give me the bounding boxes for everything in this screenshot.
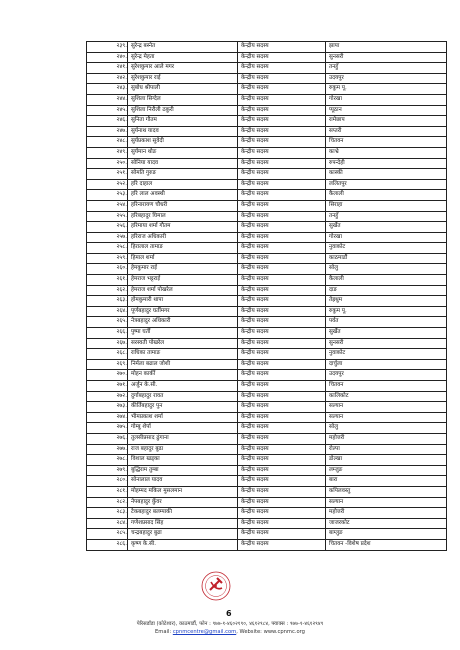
serial-number: २४९. [87, 147, 128, 158]
member-district: नुवाकोट [326, 243, 447, 254]
member-name: हरि लाल अवस्थी [128, 190, 238, 201]
member-name: गणेशप्रसाद सिंह [128, 518, 238, 529]
member-district: चितवन -विशेष प्रदेश [326, 539, 447, 550]
serial-number: २५३. [87, 190, 128, 201]
member-name: निर्मला बढाल जोशी [128, 359, 238, 370]
email-label: Email: [155, 629, 172, 635]
table-row [87, 179, 447, 190]
member-district: कास्की [326, 169, 447, 180]
member-position: केन्द्रीय सदस्य [238, 253, 326, 264]
member-name: गोम्बु शेर्पा [128, 423, 238, 434]
member-position: केन्द्रीय सदस्य [238, 486, 326, 497]
serial-number: २७२. [87, 391, 128, 402]
serial-number: २७६. [87, 433, 128, 444]
member-district: रामेछाप [326, 116, 447, 127]
table-row [87, 222, 447, 233]
member-district: सुनसरी [326, 338, 447, 349]
member-position: केन्द्रीय सदस्य [238, 412, 326, 423]
table-row [87, 190, 447, 201]
table-row [87, 486, 447, 497]
member-district: डोल्खा [326, 455, 447, 466]
member-position: केन्द्रीय सदस्य [238, 52, 326, 63]
table-row [87, 518, 447, 529]
member-name: पुष्पा घर्ती [128, 328, 238, 339]
member-name: नेपबहादुर कुँवर [128, 497, 238, 508]
serial-number: २६५. [87, 317, 128, 328]
member-district: तनहुँ [326, 211, 447, 222]
table-row [87, 285, 447, 296]
member-position: केन्द्रीय सदस्य [238, 317, 326, 328]
member-name: तुलसीप्रसाद ढुंगाना [128, 433, 238, 444]
member-position: केन्द्रीय सदस्य [238, 529, 326, 540]
table-row [87, 116, 447, 127]
table-row [87, 497, 447, 508]
member-position: केन्द्रीय सदस्य [238, 200, 326, 211]
member-district: काभ्रे [326, 147, 447, 158]
table-row [87, 84, 447, 95]
serial-number: २८२. [87, 497, 128, 508]
serial-number: २६९. [87, 359, 128, 370]
table-row [87, 381, 447, 392]
serial-number: २४६. [87, 116, 128, 127]
member-name: सुरेशकुमार राई [128, 73, 238, 84]
member-name: कीर्तिबहादुर पुन [128, 402, 238, 413]
table-row [87, 147, 447, 158]
member-district: झापा [326, 42, 447, 53]
member-district: महोत्तरी [326, 508, 447, 519]
table-row [87, 539, 447, 550]
member-name: पूर्णबहादुर घर्तीमगर [128, 306, 238, 317]
table-row [87, 402, 447, 413]
member-district: चितवन [326, 137, 447, 148]
serial-number: २६७. [87, 338, 128, 349]
serial-number: २४७. [87, 126, 128, 137]
table-row [87, 359, 447, 370]
serial-number: २८६. [87, 539, 128, 550]
table-row [87, 275, 447, 286]
member-name: सुरेन्द्र मेहता [128, 52, 238, 63]
member-position: केन्द्रीय सदस्य [238, 306, 326, 317]
member-district: उदयपुर [326, 73, 447, 84]
member-name: सुर्यनाथ यादव [128, 126, 238, 137]
serial-number: २८१. [87, 486, 128, 497]
member-district: सिराहा [326, 200, 447, 211]
member-district: कपिलवस्तु [326, 486, 447, 497]
member-position: केन्द्रीय सदस्य [238, 147, 326, 158]
member-district: सल्यान [326, 402, 447, 413]
serial-number: २७८. [87, 455, 128, 466]
serial-number: २४५. [87, 105, 128, 116]
table-row [87, 253, 447, 264]
member-name: सुरेशकुमार आले मगर [128, 63, 238, 74]
serial-number: २७४. [87, 412, 128, 423]
table-row [87, 158, 447, 169]
member-name: हेमराज शर्मा पोखरेल [128, 285, 238, 296]
serial-number: २४२. [87, 73, 128, 84]
footer-address: पेरिसडाँडा (कोटेश्वर), काठमाडौं, फोन : ९७७-१-४६०२१९०, ४६१२९८४, फ्याक्स : ९७७-१-४६१२९४९ [136, 621, 324, 627]
table-row [87, 476, 447, 487]
member-district: महोत्तरी [326, 433, 447, 444]
member-district: कैलाली [326, 275, 447, 286]
serial-number: २७१. [87, 381, 128, 392]
member-district: पर्वत [326, 317, 447, 328]
member-name: राधिका तामाङ [128, 349, 238, 360]
member-district: कालिकोट [326, 391, 447, 402]
table-row [87, 200, 447, 211]
members-table-body [87, 42, 447, 551]
table-row [87, 529, 447, 540]
member-name: सुनिता गौतम [128, 116, 238, 127]
serial-number: २६१. [87, 275, 128, 286]
table-row [87, 73, 447, 84]
member-district: उदयपुर [326, 370, 447, 381]
serial-number: २५०. [87, 158, 128, 169]
member-name: अर्जुन के.सी. [128, 381, 238, 392]
table-row [87, 137, 447, 148]
member-name: नेत्रबहादुर अधिकारी [128, 317, 238, 328]
table-row [87, 52, 447, 63]
member-position: केन्द्रीय सदस्य [238, 116, 326, 127]
member-position: केन्द्रीय सदस्य [238, 402, 326, 413]
member-district: रोल्पा [326, 444, 447, 455]
member-district: सल्यान [326, 497, 447, 508]
serial-number: २४८. [87, 137, 128, 148]
member-position: केन्द्रीय सदस्य [238, 222, 326, 233]
member-name: होमकुमारी थापा [128, 296, 238, 307]
serial-number: २४०. [87, 52, 128, 63]
serial-number: २४४. [87, 94, 128, 105]
serial-number: २८५. [87, 529, 128, 540]
member-position: केन्द्रीय सदस्य [238, 296, 326, 307]
serial-number: २५२. [87, 179, 128, 190]
members-table [86, 41, 447, 551]
serial-number: २५५. [87, 211, 128, 222]
member-district: काठमाडौं [326, 253, 447, 264]
member-position: केन्द्रीय सदस्य [238, 264, 326, 275]
member-position: केन्द्रीय सदस्य [238, 94, 326, 105]
serial-number: २४१. [87, 63, 128, 74]
member-position: केन्द्रीय सदस्य [238, 243, 326, 254]
table-row [87, 444, 447, 455]
member-district: सुनसरी [326, 52, 447, 63]
member-district: रुपन्देही [326, 158, 447, 169]
member-position: केन्द्रीय सदस्य [238, 42, 326, 53]
member-position: केन्द्रीय सदस्य [238, 84, 326, 95]
member-position: केन्द्रीय सदस्य [238, 232, 326, 243]
member-position: केन्द्रीय सदस्य [238, 465, 326, 476]
table-row [87, 370, 447, 381]
member-name: हेमराज भट्टराई [128, 275, 238, 286]
member-name: सोनिया यादव [128, 158, 238, 169]
member-district: रुकुम पू. [326, 306, 447, 317]
table-row [87, 94, 447, 105]
member-name: हिरालाल तामाङ [128, 243, 238, 254]
table-row [87, 232, 447, 243]
serial-number: २७०. [87, 370, 128, 381]
member-name: हेमकुमार राई [128, 264, 238, 275]
member-position: केन्द्रीय सदस्य [238, 158, 326, 169]
member-position: केन्द्रीय सदस्य [238, 275, 326, 286]
member-position: केन्द्रीय सदस्य [238, 497, 326, 508]
member-position: केन्द्रीय सदस्य [238, 211, 326, 222]
member-district: सुर्खेत [326, 222, 447, 233]
table-row [87, 126, 447, 137]
member-position: केन्द्रीय सदस्य [238, 359, 326, 370]
table-row [87, 328, 447, 339]
member-name: हिमाल शर्मा [128, 253, 238, 264]
serial-number: २३९. [87, 42, 128, 53]
member-position: केन्द्रीय सदस्य [238, 518, 326, 529]
member-position: केन्द्रीय सदस्य [238, 63, 326, 74]
member-name: हरिनारायण चौधरी [128, 200, 238, 211]
member-position: केन्द्रीय सदस्य [238, 190, 326, 201]
member-name: कृष्ण के.सी. [128, 539, 238, 550]
table-row [87, 423, 447, 434]
member-position: केन्द्रीय सदस्य [238, 285, 326, 296]
table-row [87, 296, 447, 307]
serial-number: २६६. [87, 328, 128, 339]
table-row [87, 63, 447, 74]
table-row [87, 412, 447, 423]
member-district: सप्तरी [326, 126, 447, 137]
table-row [87, 465, 447, 476]
table-row [87, 317, 447, 328]
member-position: केन्द्रीय सदस्य [238, 444, 326, 455]
serial-number: २४३. [87, 84, 128, 95]
table-row [87, 391, 447, 402]
member-position: केन्द्रीय सदस्य [238, 126, 326, 137]
member-district: सोलु [326, 264, 447, 275]
member-name: हरिमाया शर्मा गौतम [128, 222, 238, 233]
party-emblem-logo [201, 571, 231, 601]
serial-number: २८०. [87, 476, 128, 487]
serial-number: २६३. [87, 296, 128, 307]
member-position: केन्द्रीय सदस्य [238, 433, 326, 444]
table-row [87, 211, 447, 222]
table-row [87, 264, 447, 275]
member-position: केन्द्रीय सदस्य [238, 349, 326, 360]
member-name: सुबोध श्रीपाली [128, 84, 238, 95]
member-name: दुर्गाबहादुर रावत [128, 391, 238, 402]
member-name: भीमप्रकाश शर्मा [128, 412, 238, 423]
member-district: कैलाली [326, 190, 447, 201]
table-row [87, 169, 447, 180]
serial-number: २५८. [87, 243, 128, 254]
member-district: सल्यान [326, 412, 447, 423]
serial-number: २७९. [87, 465, 128, 476]
member-district: रुकुम पू. [326, 84, 447, 95]
serial-number: २८३. [87, 508, 128, 519]
member-district: बारा [326, 476, 447, 487]
serial-number: २८४. [87, 518, 128, 529]
member-position: केन्द्रीय सदस्य [238, 455, 326, 466]
member-name: बुद्धिराम तुम्बा [128, 465, 238, 476]
serial-number: २६०. [87, 264, 128, 275]
member-district: ललितपुर [326, 179, 447, 190]
table-row [87, 105, 447, 116]
member-district: तेह्रथुम [326, 296, 447, 307]
member-name: सुशिला निरौली ठकुरी [128, 105, 238, 116]
table-row [87, 508, 447, 519]
member-district: बाग्लुङ [326, 529, 447, 540]
member-position: केन्द्रीय सदस्य [238, 179, 326, 190]
table-row [87, 42, 447, 53]
member-name: मोहम्मद मकिल मुसलमान [128, 486, 238, 497]
member-position: केन्द्रीय सदस्य [238, 381, 326, 392]
member-district: लम्जुङ [326, 465, 447, 476]
member-name: सुशिला सिग्देल [128, 94, 238, 105]
member-name: राज बहादुर बुढा [128, 444, 238, 455]
table-row [87, 433, 447, 444]
member-position: केन्द्रीय सदस्य [238, 338, 326, 349]
member-position: केन्द्रीय सदस्य [238, 328, 326, 339]
serial-number: २६४. [87, 306, 128, 317]
member-name: हरिराज अधिकारी [128, 232, 238, 243]
member-district: जाजरकोट [326, 518, 447, 529]
member-district: प्यूठान [326, 105, 447, 116]
footer-contact [0, 629, 460, 635]
website-text: , Website: www.cpnmc.org [236, 629, 305, 635]
member-position: केन्द्रीय सदस्य [238, 137, 326, 148]
member-position: केन्द्रीय सदस्य [238, 370, 326, 381]
member-name: सोमति गुरुङ [128, 169, 238, 180]
serial-number: २६८. [87, 349, 128, 360]
member-name: विशाल खड्का [128, 455, 238, 466]
member-name: सुर्यप्रकाश सुवेदी [128, 137, 238, 148]
table-row [87, 349, 447, 360]
table-row [87, 306, 447, 317]
table-row [87, 455, 447, 466]
member-district: सोलु [326, 423, 447, 434]
member-name: चन्द्रबहादुर बुढा [128, 529, 238, 540]
serial-number: २५१. [87, 169, 128, 180]
member-district: गोरखा [326, 232, 447, 243]
page-number: 6 [226, 609, 232, 618]
member-district: दार्चुला [326, 359, 447, 370]
member-district: चितवन [326, 381, 447, 392]
member-position: केन्द्रीय सदस्य [238, 476, 326, 487]
serial-number: २७५. [87, 423, 128, 434]
member-name: हरिबहादुर घिमाल [128, 211, 238, 222]
member-position: केन्द्रीय सदस्य [238, 539, 326, 550]
member-name: टेकबहादुर बलम्पाकी [128, 508, 238, 519]
member-district: तनहुँ [326, 63, 447, 74]
member-position: केन्द्रीय सदस्य [238, 169, 326, 180]
member-position: केन्द्रीय सदस्य [238, 423, 326, 434]
member-district: सुर्खेत [326, 328, 447, 339]
member-name: सुर्यमान थोङ [128, 147, 238, 158]
table-row [87, 243, 447, 254]
serial-number: २५४. [87, 200, 128, 211]
member-name: सुरेन्द्र बस्नेत [128, 42, 238, 53]
member-name: सरस्वती पोखरेल [128, 338, 238, 349]
member-position: केन्द्रीय सदस्य [238, 391, 326, 402]
member-district: नुवाकोट [326, 349, 447, 360]
serial-number: २७३. [87, 402, 128, 413]
serial-number: २५९. [87, 253, 128, 264]
member-district: दाङ [326, 285, 447, 296]
member-position: केन्द्रीय सदस्य [238, 105, 326, 116]
member-name: मोहन कार्की [128, 370, 238, 381]
member-position: केन्द्रीय सदस्य [238, 73, 326, 84]
serial-number: २७७. [87, 444, 128, 455]
member-district: गोरखा [326, 94, 447, 105]
serial-number: २५६. [87, 222, 128, 233]
serial-number: २६२. [87, 285, 128, 296]
table-row [87, 338, 447, 349]
member-position: केन्द्रीय सदस्य [238, 508, 326, 519]
email-link[interactable]: cpnmcentre@gmail.com [172, 629, 237, 635]
serial-number: २५७. [87, 232, 128, 243]
member-name: हरि दाहाल [128, 179, 238, 190]
member-name: सोनालाल यादव [128, 476, 238, 487]
